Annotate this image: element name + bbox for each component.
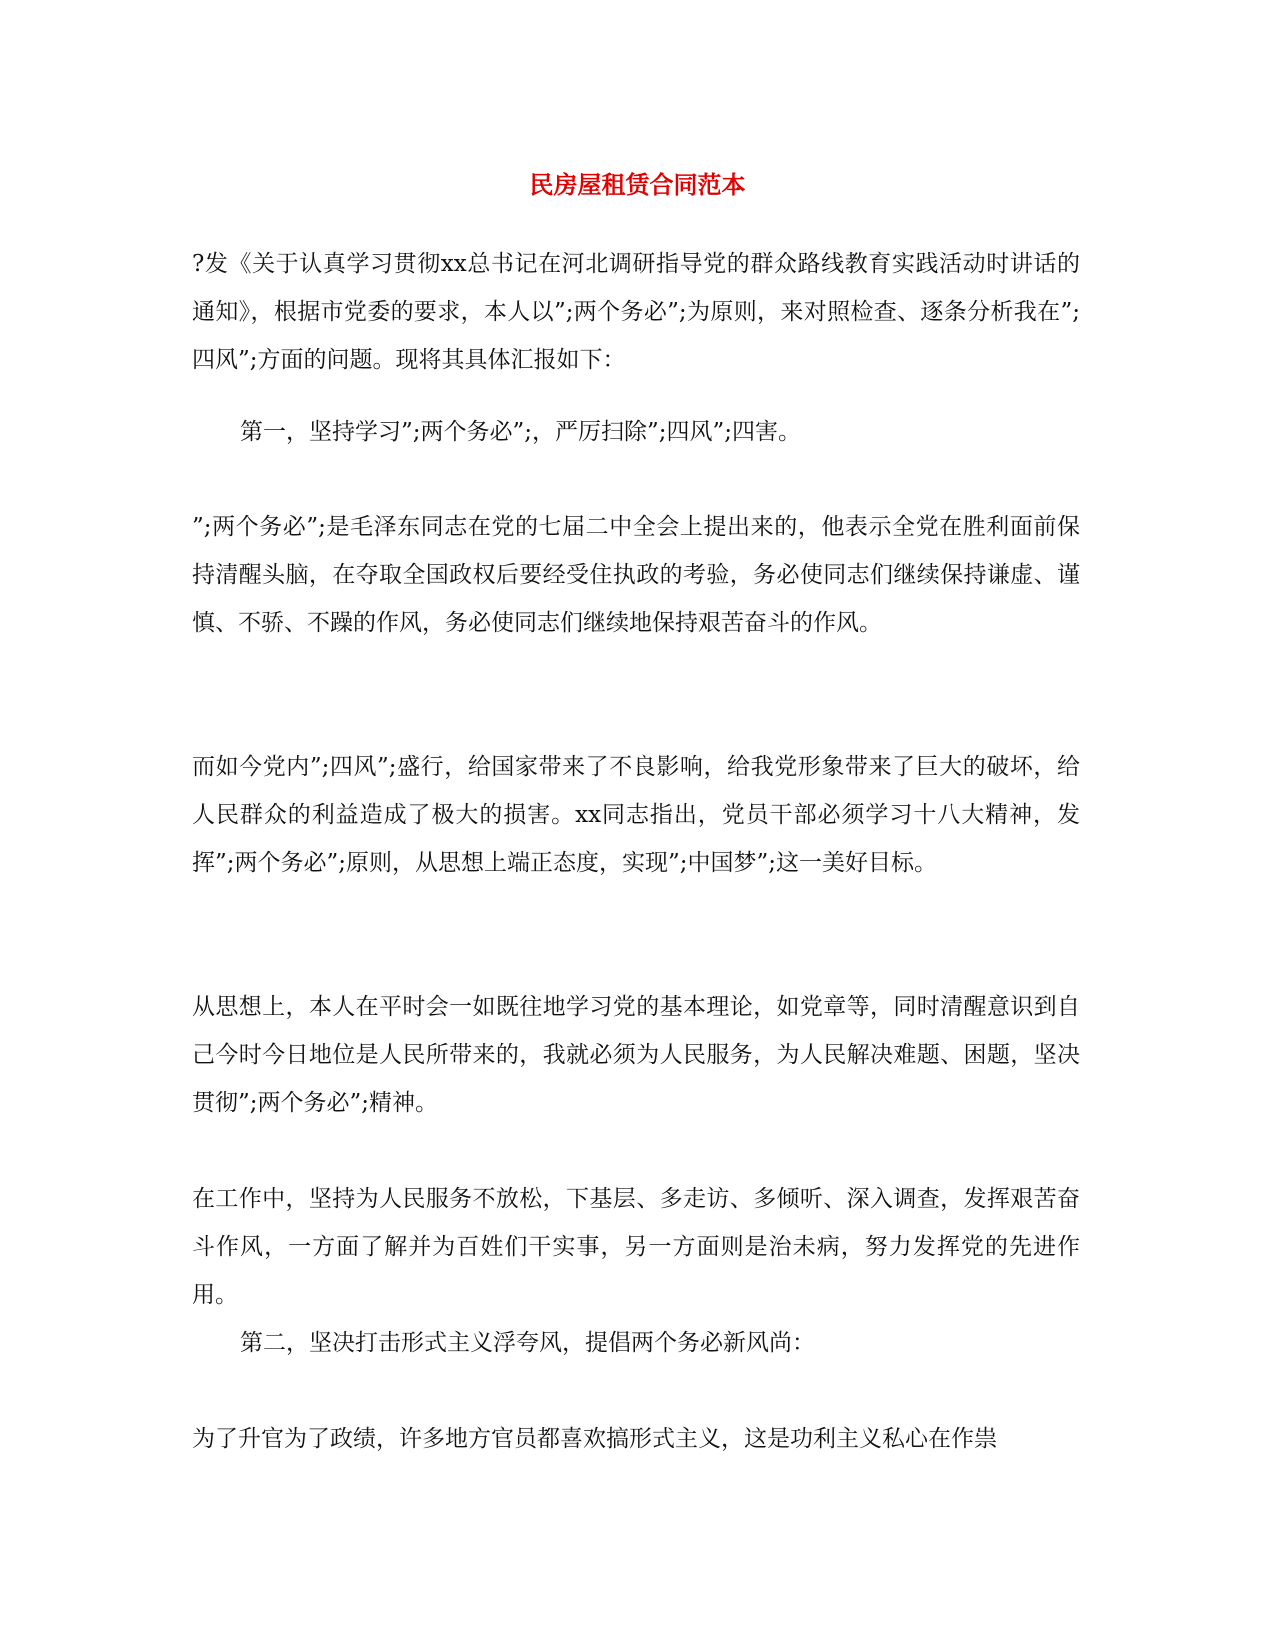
paragraph-section-two-heading: 第二，坚决打击形式主义浮夸风，提倡两个务必新风尚： [240,1330,815,1356]
paragraph-two-musts: ”;两个务必”;是毛泽东同志在党的七届二中全会上提出来的，他表示全党在胜利面前保持清醒头脑，在夺取全国政权后要经受住执政的考验，务必使同志们继续保持谦虚、谨慎、不骄、不躁的作风，务必使同志们继续地保持艰苦奋斗的作风。 [192,514,1080,636]
paragraph-work: 在工作中，坚持为人民服务不放松，下基层、多走访、多倾听、深入调查，发挥艰苦奋斗作风，一方面了解并为百姓们干实事，另一方面则是治未病，努力发挥党的先进作用。 [192,1186,1080,1308]
paragraph-four-winds: 而如今党内”;四风”;盛行，给国家带来了不良影响，给我党形象带来了巨大的破坏，给人民群众的利益造成了极大的损害。xx同志指出，党员干部必须学习十八大精神，发挥”;两个务必”;原则，从思想上端正态度，实现”;中国梦”;这一美好目标。 [192,754,1080,876]
document-title: 民房屋租赁合同范本 [529,170,746,199]
paragraph-intro: ?发《关于认真学习贯彻xx总书记在河北调研指导党的群众路线教育实践活动时讲话的通知》，根据市党委的要求，本人以”;两个务必”;为原则，来对照检查、逐条分析我在”;四风”;方面的问题。现将其具体汇报如下： [192,251,1080,373]
paragraph-section-one-heading: 第一，坚持学习”;两个务必”;，严厉扫除”;四风”;四害。 [240,419,802,445]
paragraph-thinking: 从思想上，本人在平时会一如既往地学习党的基本理论，如党章等，同时清醒意识到自己今时今日地位是人民所带来的，我就必须为人民服务，为人民解决难题、困题，坚决贯彻”;两个务必”;精神。 [192,994,1080,1116]
paragraph-formalism: 为了升官为了政绩，许多地方官员都喜欢搞形式主义，这是功利主义私心在作祟 [192,1426,997,1452]
